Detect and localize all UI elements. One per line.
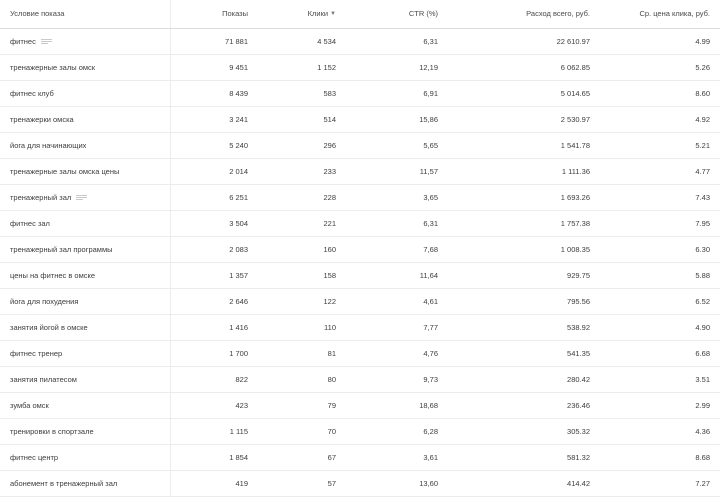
cell-spend: 1 111.36 <box>448 159 600 185</box>
cell-avg-cpc: 7.27 <box>600 471 720 497</box>
condition-wrapper <box>10 349 160 358</box>
cell-clicks: 79 <box>258 393 346 419</box>
cell-condition <box>0 445 170 471</box>
cell-avg-cpc: 5.26 <box>600 55 720 81</box>
condition-wrapper <box>10 297 160 306</box>
cell-spend: 538.92 <box>448 315 600 341</box>
condition-label: фитнес зал <box>10 219 50 228</box>
condition-wrapper <box>10 271 160 280</box>
cell-shows: 1 357 <box>170 263 258 289</box>
cell-condition <box>0 471 170 497</box>
condition-label: абонемент в тренажерный зал <box>10 479 118 488</box>
condition-label: йога для начинающих <box>10 141 87 150</box>
cell-spend: 1 693.26 <box>448 185 600 211</box>
cell-ctr: 12,19 <box>346 55 448 81</box>
cell-spend: 22 610.97 <box>448 29 600 55</box>
condition-label: йога для похудения <box>10 297 79 306</box>
cell-avg-cpc: 6.30 <box>600 237 720 263</box>
column-header-avg-cpc[interactable] <box>600 0 720 29</box>
table-row[interactable] <box>0 159 720 185</box>
list-lines-icon[interactable] <box>76 195 87 200</box>
condition-wrapper <box>10 37 160 46</box>
cell-clicks: 296 <box>258 133 346 159</box>
cell-clicks: 1 152 <box>258 55 346 81</box>
cell-ctr: 4,61 <box>346 289 448 315</box>
cell-clicks: 57 <box>258 471 346 497</box>
cell-avg-cpc: 7.43 <box>600 185 720 211</box>
cell-clicks: 80 <box>258 367 346 393</box>
column-header-shows[interactable] <box>170 0 258 29</box>
cell-avg-cpc: 4.92 <box>600 107 720 133</box>
cell-ctr: 6,31 <box>346 29 448 55</box>
column-header-avg-cpc-label: Ср. цена клика, руб. <box>639 9 710 18</box>
cell-shows: 1 115 <box>170 419 258 445</box>
table-row[interactable] <box>0 133 720 159</box>
column-header-spend-label: Расход всего, руб. <box>526 9 590 18</box>
condition-wrapper <box>10 453 160 462</box>
table-row[interactable] <box>0 289 720 315</box>
table-row[interactable] <box>0 55 720 81</box>
column-header-shows-label: Показы <box>222 9 248 18</box>
cell-avg-cpc: 8.60 <box>600 81 720 107</box>
cell-spend: 6 062.85 <box>448 55 600 81</box>
table-row[interactable] <box>0 107 720 133</box>
cell-avg-cpc: 5.88 <box>600 263 720 289</box>
condition-label: тренажерный зал <box>10 193 72 202</box>
cell-clicks: 514 <box>258 107 346 133</box>
cell-shows: 2 083 <box>170 237 258 263</box>
cell-clicks: 221 <box>258 211 346 237</box>
condition-label: фитнес тренер <box>10 349 63 358</box>
cell-ctr: 11,57 <box>346 159 448 185</box>
cell-ctr: 7,77 <box>346 315 448 341</box>
cell-spend: 2 530.97 <box>448 107 600 133</box>
table-row[interactable] <box>0 419 720 445</box>
column-header-ctr[interactable] <box>346 0 448 29</box>
table-row[interactable] <box>0 81 720 107</box>
cell-shows: 3 241 <box>170 107 258 133</box>
cell-spend: 280.42 <box>448 367 600 393</box>
condition-wrapper <box>10 167 160 176</box>
cell-shows: 3 504 <box>170 211 258 237</box>
condition-label: зумба омск <box>10 401 49 410</box>
cell-condition <box>0 393 170 419</box>
condition-wrapper <box>10 63 160 72</box>
condition-wrapper <box>10 89 160 98</box>
cell-clicks: 4 534 <box>258 29 346 55</box>
condition-label: занятия йогой в омске <box>10 323 88 332</box>
cell-condition <box>0 341 170 367</box>
cell-clicks: 81 <box>258 341 346 367</box>
cell-ctr: 6,31 <box>346 211 448 237</box>
cell-avg-cpc: 5.21 <box>600 133 720 159</box>
table-row[interactable] <box>0 471 720 497</box>
table-row[interactable] <box>0 237 720 263</box>
cell-spend: 5 014.65 <box>448 81 600 107</box>
cell-shows: 1 416 <box>170 315 258 341</box>
cell-ctr: 3,65 <box>346 185 448 211</box>
condition-label: фитнес <box>10 37 36 46</box>
condition-label: тренажерный зал программы <box>10 245 113 254</box>
cell-clicks: 160 <box>258 237 346 263</box>
cell-clicks: 583 <box>258 81 346 107</box>
condition-label: занятия пилатесом <box>10 375 77 384</box>
column-header-clicks-label: Клики <box>307 9 329 18</box>
cell-condition <box>0 289 170 315</box>
column-header-clicks[interactable] <box>258 0 346 29</box>
column-header-condition[interactable] <box>0 0 170 29</box>
cell-clicks: 110 <box>258 315 346 341</box>
cell-avg-cpc: 8.68 <box>600 445 720 471</box>
table-row[interactable] <box>0 445 720 471</box>
table-row[interactable] <box>0 185 720 211</box>
sort-descending-icon[interactable]: ▼ <box>330 11 336 17</box>
condition-label: фитнес клуб <box>10 89 54 98</box>
condition-label: тренажерные залы омск <box>10 63 96 72</box>
cell-avg-cpc: 4.90 <box>600 315 720 341</box>
table-row[interactable] <box>0 367 720 393</box>
table-body <box>0 29 720 497</box>
cell-spend: 541.35 <box>448 341 600 367</box>
cell-shows: 5 240 <box>170 133 258 159</box>
condition-wrapper <box>10 427 160 436</box>
cell-spend: 795.56 <box>448 289 600 315</box>
condition-label: фитнес центр <box>10 453 59 462</box>
table-row[interactable] <box>0 341 720 367</box>
header-row <box>0 0 720 29</box>
table-row[interactable] <box>0 211 720 237</box>
table-header <box>0 0 720 29</box>
cell-clicks: 70 <box>258 419 346 445</box>
cell-shows: 6 251 <box>170 185 258 211</box>
cell-shows: 1 854 <box>170 445 258 471</box>
cell-condition <box>0 419 170 445</box>
cell-spend: 1 008.35 <box>448 237 600 263</box>
cell-condition <box>0 367 170 393</box>
cell-ctr: 9,73 <box>346 367 448 393</box>
cell-avg-cpc: 6.68 <box>600 341 720 367</box>
cell-shows: 822 <box>170 367 258 393</box>
column-header-spend[interactable] <box>448 0 600 29</box>
list-lines-icon[interactable] <box>41 39 52 44</box>
cell-ctr: 11,64 <box>346 263 448 289</box>
cell-condition <box>0 211 170 237</box>
cell-avg-cpc: 7.95 <box>600 211 720 237</box>
column-header-condition-label: Условие показа <box>10 9 65 18</box>
cell-shows: 2 014 <box>170 159 258 185</box>
cell-shows: 8 439 <box>170 81 258 107</box>
table-row[interactable] <box>0 29 720 55</box>
condition-label: тренировки в спортзале <box>10 427 94 436</box>
condition-wrapper <box>10 219 160 228</box>
cell-ctr: 18,68 <box>346 393 448 419</box>
cell-shows: 1 700 <box>170 341 258 367</box>
condition-wrapper <box>10 479 160 488</box>
condition-wrapper <box>10 401 160 410</box>
cell-condition <box>0 133 170 159</box>
cell-avg-cpc: 4.36 <box>600 419 720 445</box>
cell-condition <box>0 81 170 107</box>
cell-clicks: 67 <box>258 445 346 471</box>
cell-spend: 1 757.38 <box>448 211 600 237</box>
cell-ctr: 4,76 <box>346 341 448 367</box>
cell-ctr: 6,28 <box>346 419 448 445</box>
cell-condition <box>0 55 170 81</box>
cell-condition <box>0 159 170 185</box>
cell-shows: 419 <box>170 471 258 497</box>
cell-ctr: 5,65 <box>346 133 448 159</box>
condition-wrapper <box>10 193 160 202</box>
cell-clicks: 233 <box>258 159 346 185</box>
cell-ctr: 13,60 <box>346 471 448 497</box>
cell-ctr: 15,86 <box>346 107 448 133</box>
cell-condition <box>0 263 170 289</box>
cell-ctr: 6,91 <box>346 81 448 107</box>
cell-spend: 305.32 <box>448 419 600 445</box>
cell-shows: 2 646 <box>170 289 258 315</box>
cell-ctr: 3,61 <box>346 445 448 471</box>
cell-ctr: 7,68 <box>346 237 448 263</box>
cell-condition <box>0 29 170 55</box>
condition-wrapper <box>10 141 160 150</box>
cell-spend: 236.46 <box>448 393 600 419</box>
condition-wrapper <box>10 245 160 254</box>
cell-condition <box>0 107 170 133</box>
cell-shows: 9 451 <box>170 55 258 81</box>
condition-label: цены на фитнес в омске <box>10 271 96 280</box>
cell-condition <box>0 315 170 341</box>
cell-avg-cpc: 6.52 <box>600 289 720 315</box>
condition-label: тренажерные залы омска цены <box>10 167 120 176</box>
condition-wrapper <box>10 323 160 332</box>
table-row[interactable] <box>0 315 720 341</box>
cell-condition <box>0 185 170 211</box>
cell-avg-cpc: 2.99 <box>600 393 720 419</box>
cell-spend: 581.32 <box>448 445 600 471</box>
cell-avg-cpc: 3.51 <box>600 367 720 393</box>
cell-avg-cpc: 4.77 <box>600 159 720 185</box>
condition-wrapper <box>10 115 160 124</box>
cell-spend: 929.75 <box>448 263 600 289</box>
cell-avg-cpc: 4.99 <box>600 29 720 55</box>
cell-condition <box>0 237 170 263</box>
table-row[interactable] <box>0 263 720 289</box>
column-header-ctr-label: CTR (%) <box>408 9 438 18</box>
cell-spend: 1 541.78 <box>448 133 600 159</box>
cell-clicks: 228 <box>258 185 346 211</box>
cell-clicks: 158 <box>258 263 346 289</box>
cell-shows: 423 <box>170 393 258 419</box>
cell-clicks: 122 <box>258 289 346 315</box>
cell-spend: 414.42 <box>448 471 600 497</box>
cell-shows: 71 881 <box>170 29 258 55</box>
condition-label: тренажерки омска <box>10 115 74 124</box>
condition-wrapper <box>10 375 160 384</box>
table-row[interactable] <box>0 393 720 419</box>
